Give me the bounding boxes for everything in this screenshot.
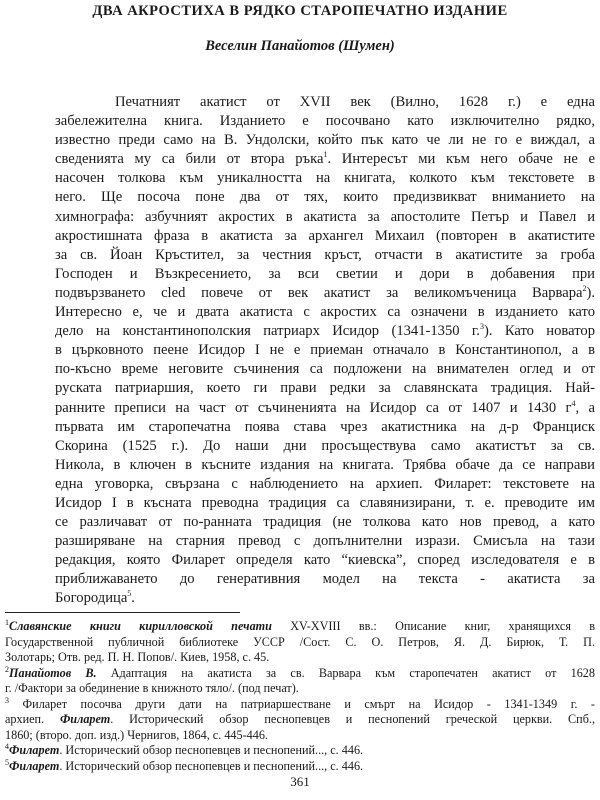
line-text: една уговорка, свързана с наблюдението на архиеп. Филарет: текстовете на <box>55 475 595 492</box>
page-number: 361 <box>290 774 310 789</box>
footnote-text: архиеп. <box>5 712 60 726</box>
body-line <box>55 208 595 227</box>
footnote-line <box>5 712 595 728</box>
footnote-ref: 5 <box>5 758 9 767</box>
body-line <box>55 93 595 112</box>
line-text: се различават от по-ранната традиция (не толкова като нов превод, а като <box>55 514 595 531</box>
line-text: . <box>131 590 135 607</box>
footnote-separator <box>5 612 240 613</box>
footnote-text: XV-XVIII вв.: Описание книг, хранящихся в <box>271 619 595 633</box>
body-line <box>55 341 595 360</box>
line-text: . Интересът ми към него обаче не е <box>327 151 595 168</box>
line-text: приближаването до генеративния модел на текста - акатиста за <box>55 571 595 588</box>
footnote-author: Панайотов В. <box>9 665 97 680</box>
line-text: ). Като новатор <box>483 323 595 340</box>
footnote-ref: 4 <box>5 743 9 751</box>
footnote-text: Филарет посочва други дати на патриаршестване и смърт на Исидор - 1341-1349 г. - <box>9 696 595 711</box>
footnote-text: . Исторический обзор песнопевцев и песнопений греческой церкви. Спб., <box>110 712 595 726</box>
line-text: руската патриаршия, което ги прави редки за славянската традиция. Най- <box>55 380 595 397</box>
body-line <box>55 227 595 246</box>
footnote-line <box>5 681 595 697</box>
body-line <box>55 169 595 188</box>
line-text: дело на константинополския патриарх Исидор (1341-1350 г. <box>55 323 480 340</box>
body-line <box>55 303 595 322</box>
line-text: Никола, в ключен в късните издания на книгата. Трябва обаче да се направи <box>55 456 595 473</box>
body-line <box>55 418 595 437</box>
footnote-text: г. /Фактори за обединение в книжното тяло/. (под печат). <box>5 681 299 695</box>
footnote-text: 1860; (второ. доп. изд.) Чернигов, 1864, с. 445-446. <box>5 727 268 742</box>
footnote-ref: 1 <box>323 150 328 160</box>
line-text: по-късно време неговите съчинения са подложени на внимателен оглед и от <box>55 361 595 378</box>
footnote-ref: 4 <box>571 398 576 408</box>
body-line <box>55 437 595 456</box>
article-author: Веселин Панайотов (Шумен) <box>205 38 395 54</box>
line-text: химнографа: азбучният акростих в акатиста за апостолите Петър и Павел и <box>55 208 595 225</box>
body-line <box>55 494 595 513</box>
body-line <box>55 532 595 551</box>
line-text: ). <box>586 284 595 301</box>
line-text: за св. Йоан Кръстител, за честния кръст, отчасти в акатистите за гроба <box>55 246 595 263</box>
line-text: редакция, която Филарет определя като “киевска”, според изследователя е в <box>55 552 595 569</box>
footnote-author: Филарет <box>9 758 60 773</box>
line-text: ранните преписи на част от съчиненията на Исидор са от 1407 и 1430 г <box>55 399 572 416</box>
footnote-line <box>5 697 595 713</box>
body-line <box>55 284 595 303</box>
body-line <box>55 551 595 570</box>
footnote-text: . Исторический обзор песнопевцев и песнопений..., с. 446. <box>59 743 364 757</box>
footnote-text: Государственной публичной библиотеке УССР /Сост. С. О. Петров, Я. Д. Бирюк, Т. П. <box>5 634 595 649</box>
line-text: Печатният акатист от XVII век (Вилно, 1628 г.) е една <box>115 94 595 110</box>
footnote-ref: 5 <box>127 589 132 599</box>
footnote-text: . Исторический обзор песнопевцев и песнопений..., с. 446. <box>59 758 364 773</box>
footnote-author: Филарет <box>59 712 111 726</box>
line-text: първата им старопечатна поява става чрез акатистника на д-р Франциск <box>55 418 595 435</box>
line-text: , а <box>575 399 595 416</box>
line-text: подвързването сled повече от век акатист за великомъченица Варвара <box>55 284 583 301</box>
body-text <box>55 93 595 609</box>
footnote-ref: 3 <box>479 322 484 332</box>
body-line <box>55 475 595 494</box>
line-text: известно преди само на В. Ундолски, който пък като че ли не го е виждал, а <box>55 132 595 149</box>
footnote-ref: 2 <box>5 665 9 674</box>
line-text: в църковното пеене Исидор I не е приеман отначало в Константинопол, а в <box>55 342 595 359</box>
body-line <box>55 322 595 341</box>
line-text: Скорина (1525 г.). До наши дни просъществува само акатистът за св. <box>55 437 595 454</box>
footnote-line <box>5 650 595 666</box>
footnote-author: Филарет <box>9 743 60 757</box>
body-line <box>55 265 595 284</box>
body-line <box>55 150 595 169</box>
footnote-author: Славянские книги кирилловской печати <box>9 619 272 633</box>
line-text: забележителна книга. Изданието е посочвано като изключително рядко, <box>55 113 595 130</box>
body-line <box>55 112 595 131</box>
footnote-text: Золотарь; Отв. ред. П. Н. Попов/. Киев, 1958, с. 45. <box>5 650 270 664</box>
footnote-ref: 2 <box>582 284 587 294</box>
body-line <box>55 513 595 532</box>
line-text: сведенията му са били от втора ръка <box>55 151 324 168</box>
body-line <box>55 379 595 398</box>
body-line <box>55 246 595 265</box>
line-text: разширяване на старния превод с допълнителни изрази. Смисълa на тази <box>55 533 595 550</box>
footnote-line <box>5 759 595 775</box>
body-line <box>55 188 595 207</box>
footnote-line <box>5 728 595 744</box>
line-text: Исидор I в късната преводна традиция са славянизирани, т. е. преводите им <box>55 494 595 511</box>
footnote-ref: 1 <box>5 619 9 627</box>
footnote-line <box>5 635 595 651</box>
article-title: ДВА АКРОСТИХА В РЯДКО СТАРОПЕЧАТНО ИЗДАНИЕ <box>92 3 508 19</box>
body-line <box>55 131 595 150</box>
body-line <box>55 589 595 608</box>
footnote-line <box>5 666 595 682</box>
footnote-line <box>5 743 595 759</box>
line-text: него. Ще посоча поне два от тях, които предизвикват вниманието на <box>55 189 595 206</box>
body-line <box>55 570 595 589</box>
line-text: Богородица <box>55 590 128 607</box>
body-line <box>55 399 595 418</box>
body-line <box>55 360 595 379</box>
line-text: акростишната фраза в акатиста за архангел Михаил (повторен в акатистите <box>55 227 595 244</box>
footnote-text: Адаптация на акатиста за св. Варвара към старопечатен акатист от 1628 <box>96 665 595 680</box>
line-text: Интересно е, че и двата акатиста с акростих са означени в изданието като <box>55 304 595 321</box>
line-text: насочен толкова към уникалността на книгата, колкото към текстовете в <box>55 170 595 187</box>
footnotes <box>5 619 595 774</box>
footnote-ref: 3 <box>5 696 9 705</box>
body-line <box>55 456 595 475</box>
footnote-line <box>5 619 595 635</box>
line-text: Господен и Възкресението, за вси светии и дори в добавения при <box>55 265 595 282</box>
